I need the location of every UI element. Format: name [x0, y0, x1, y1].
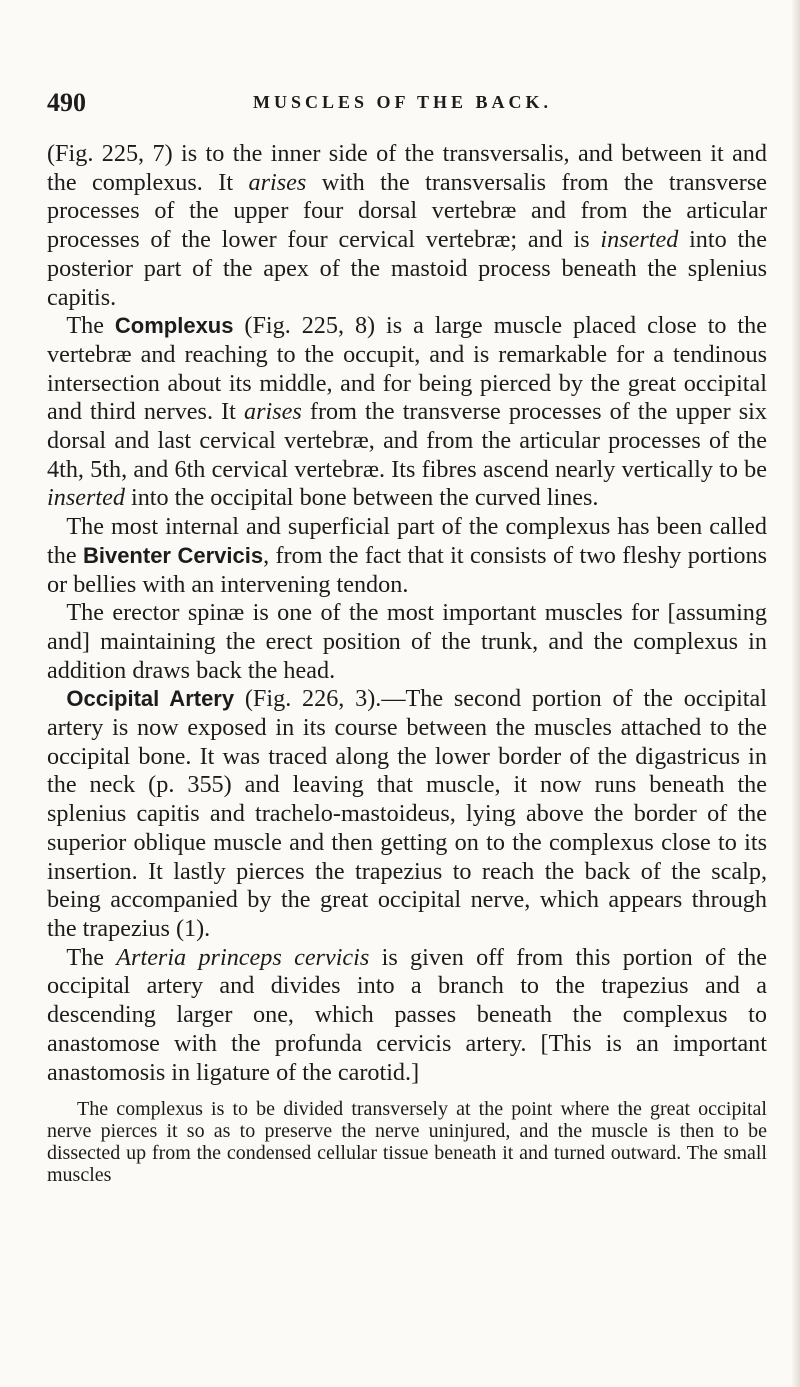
- page-header: [47, 88, 767, 120]
- page-edge: [792, 0, 800, 1387]
- paragraph-occipital-artery: Occipital Artery (Fig. 226, 3).—The second portion of the occipital artery is now exposed in its course between the muscles attached to the occipital bone. It was traced along the lower border of the digastricus in the neck (p. 355) and leaving that muscle, it now runs beneath the splenius capitis and trachelo-mastoideus, lying above the border of the superior oblique muscle and then getting on to the complexus close to its insertion. It lastly pierces the trapezius to reach the back of the scalp, being accompanied by the great occipital nerve, which appears through the trapezius (1).: [47, 685, 767, 942]
- section-heading: Biventer Cervicis: [82, 542, 264, 568]
- emphasis: arises: [248, 168, 307, 196]
- running-title: MUSCLES OF THE BACK.: [253, 92, 553, 112]
- section-heading: Complexus: [114, 313, 234, 339]
- paragraph-complexus: The Complexus (Fig. 225, 8) is a large muscle placed close to the vertebræ and reaching to the occupit, and is remarkable for a tendinous intersection about its middle, and for being pierced by the great occipital and third nerves. It arises from the transverse processes of the upper six dorsal and last cervical vertebræ, and from the articular processes of the 4th, 5th, and 6th cervical vertebræ. Its fibres ascend nearly vertically to be inserted into the occipital bone between the curved lines.: [47, 312, 767, 512]
- page-number: 490: [47, 88, 86, 117]
- body-text: [47, 140, 767, 1087]
- emphasis: inserted: [47, 484, 125, 512]
- paragraph-erector: The erector spinæ is one of the most important muscles for [assuming and] maintaining the erect position of the trunk, and the complexus in addition draws back the head.: [47, 599, 767, 684]
- emphasis: inserted: [600, 226, 679, 254]
- emphasis: arises: [244, 398, 302, 426]
- paragraph-arteria-princeps: The Arteria princeps cervicis is given off from this portion of the occipital artery and divides into a branch to the trapezius and a descending larger one, which passes beneath the complexus to anastomose with the profunda cervicis artery. [This is an important anastomosis in ligature of the carotid.]: [47, 943, 767, 1086]
- paragraph-1: (Fig. 225, 7) is to the inner side of the transversalis, and between it and the complexus. It arises with the transversalis from the transverse processes of the upper four dorsal vertebræ and from the articular processes of the lower four cervical vertebræ; and is inserted into the posterior part of the apex of the mastoid process beneath the splenius capitis.: [47, 140, 767, 311]
- book-page: [47, 88, 767, 1206]
- emphasis: Arteria princeps cervicis: [116, 943, 370, 971]
- paragraph-biventer: The most internal and superficial part of the complexus has been called the Biventer Cervicis, from the fact that it consists of two fleshy portions or bellies with an intervening tendon.: [47, 513, 767, 598]
- section-heading: Occipital Artery: [66, 686, 235, 712]
- paragraph-dissection-note: The complexus is to be divided transversely at the point where the great occipital nerve pierces it so as to preserve the nerve uninjured, and the muscle is then to be dissected up from the condensed cellular tissue beneath it and turned outward. The small muscles: [47, 1098, 767, 1187]
